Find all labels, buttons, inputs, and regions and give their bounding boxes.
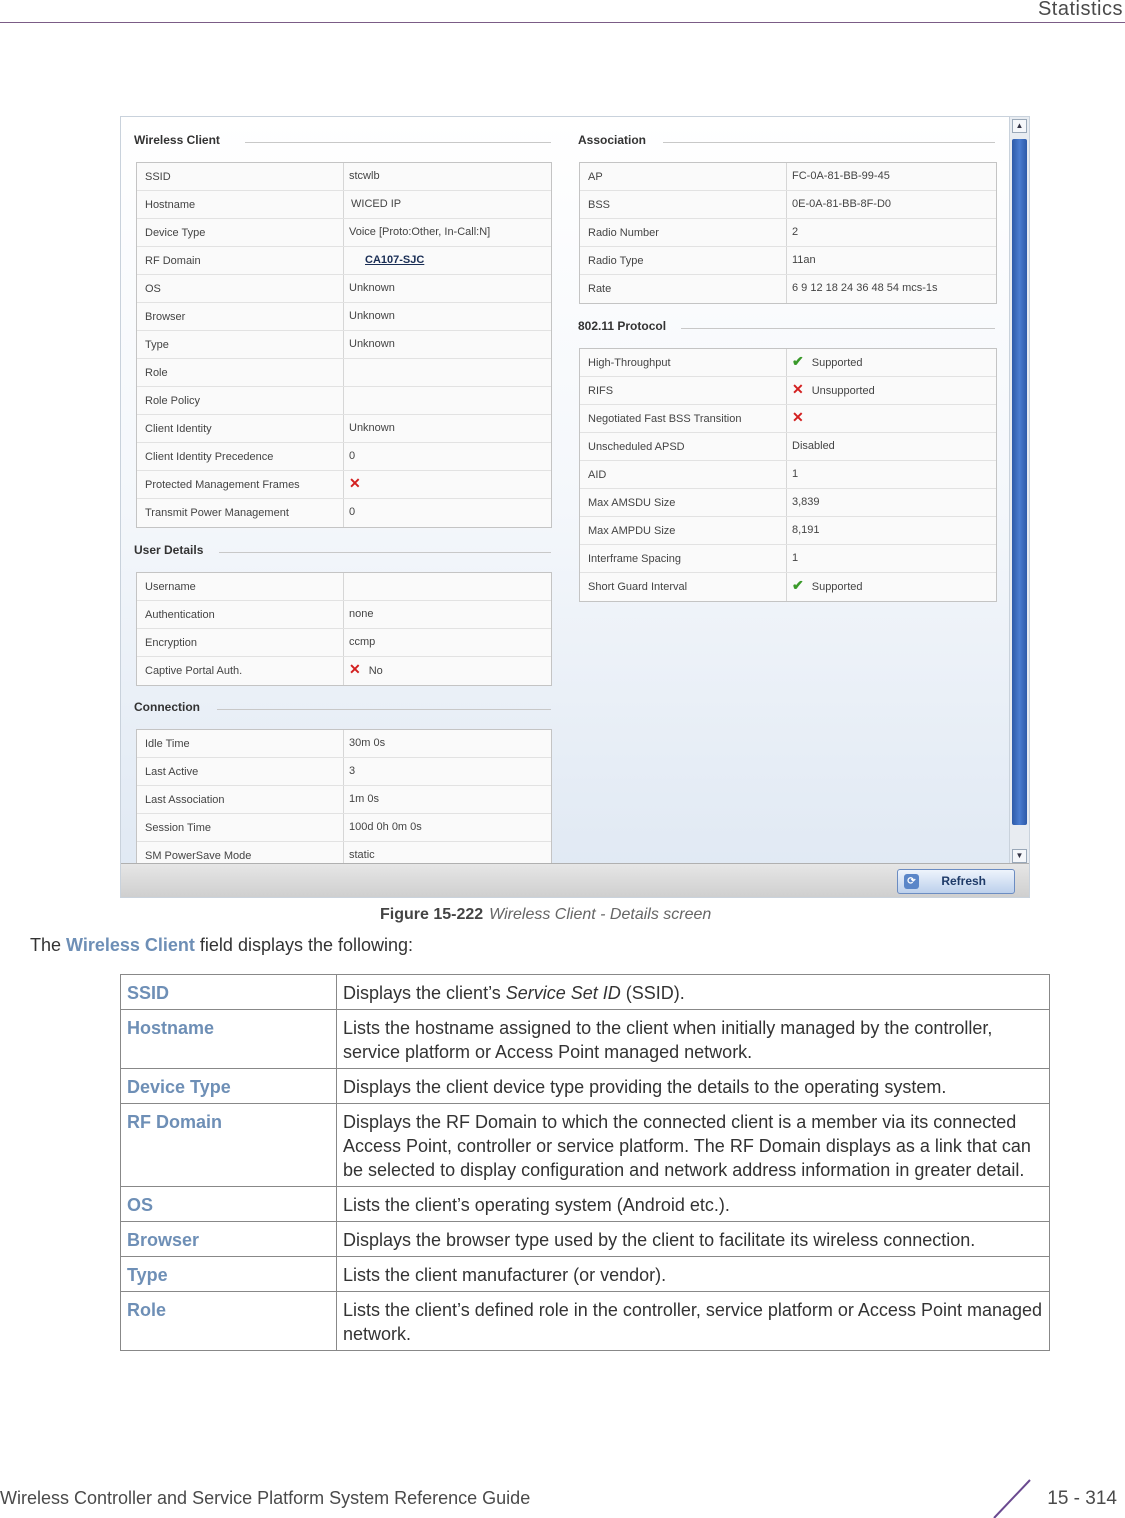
association-panel — [579, 162, 997, 304]
table-row — [580, 433, 996, 461]
wireless-client-title: Wireless Client — [134, 133, 220, 147]
cross-icon: ✕ — [349, 475, 361, 491]
table-row — [137, 443, 551, 471]
intro-text: The — [30, 935, 67, 955]
table-row — [121, 1257, 1050, 1292]
row-key: Authentication — [145, 609, 215, 621]
table-row — [121, 1104, 1050, 1187]
row-key: Radio Type — [588, 255, 644, 267]
table-row — [580, 461, 996, 489]
row-value: 1 — [792, 552, 799, 564]
row-key: RF Domain — [145, 255, 201, 267]
section-rule — [663, 142, 995, 143]
table-row — [137, 163, 551, 191]
table-row — [137, 359, 551, 387]
row-value: 3,839 — [792, 496, 820, 508]
table-row — [137, 415, 551, 443]
details-screenshot — [120, 116, 1030, 898]
field-description: Lists the client’s defined role in the controller, service platform or Access Point managed network. — [337, 1292, 1050, 1351]
cross-icon: ✕ — [792, 409, 804, 425]
refresh-button[interactable] — [897, 869, 1015, 894]
table-row — [137, 499, 551, 527]
row-value: FC-0A-81-BB-99-45 — [792, 170, 890, 182]
rf-domain-link[interactable]: CA107-SJC — [365, 254, 425, 266]
row-key: Role Policy — [145, 395, 201, 407]
page-header-title: Statistics — [1037, 0, 1123, 20]
table-row — [580, 489, 996, 517]
row-value: 8,191 — [792, 524, 820, 536]
row-key: Role — [145, 367, 168, 379]
table-row — [580, 405, 996, 433]
table-row — [137, 331, 551, 359]
table-row — [580, 349, 996, 377]
row-value — [792, 577, 863, 594]
intro-paragraph — [30, 935, 413, 956]
desc-text: Displays the client’s — [343, 983, 506, 1003]
figure-caption — [380, 906, 711, 924]
row-value: Unknown — [349, 422, 395, 434]
table-row — [137, 303, 551, 331]
field-term: Role — [121, 1292, 337, 1351]
table-row — [137, 730, 551, 758]
row-key: Hostname — [145, 199, 196, 211]
row-value: Unknown — [349, 310, 395, 322]
row-value — [792, 409, 812, 426]
row-key: Protected Management Frames — [145, 479, 300, 491]
desc-emphasis: Service Set ID — [505, 983, 621, 1003]
scrollbar-thumb[interactable] — [1012, 139, 1027, 825]
cross-icon: ✕ — [349, 661, 361, 677]
field-description: Lists the client’s operating system (Android etc.). — [337, 1187, 1050, 1222]
scroll-down-arrow-icon[interactable]: ▼ — [1012, 849, 1027, 863]
row-value: WICED IP — [351, 198, 402, 210]
row-value: 11an — [792, 254, 816, 266]
user-details-panel — [136, 572, 552, 686]
checkmark-icon: ✔ — [792, 577, 804, 593]
row-key: Client Identity — [145, 423, 212, 435]
table-row — [580, 573, 996, 601]
row-value: 0 — [349, 450, 356, 462]
field-term: OS — [121, 1187, 337, 1222]
table-row — [121, 1187, 1050, 1222]
row-key: Last Active — [145, 766, 199, 778]
row-key: Last Association — [145, 794, 225, 806]
field-description: Lists the hostname assigned to the client when initially managed by the controller, service platform or Access Point managed network. — [337, 1010, 1050, 1069]
table-row — [137, 387, 551, 415]
refresh-icon: ⟳ — [904, 874, 919, 889]
row-key: Session Time — [145, 822, 212, 834]
row-value: Disabled — [792, 440, 835, 452]
user-details-title: User Details — [134, 543, 204, 557]
figure-number: Figure 15-222 — [380, 906, 484, 923]
section-rule — [219, 552, 551, 553]
section-rule — [217, 709, 551, 710]
status-text: Supported — [811, 357, 863, 369]
table-row — [121, 975, 1050, 1010]
table-row — [580, 191, 996, 219]
row-key: High-Throughput — [588, 357, 671, 369]
row-key: Rate — [588, 283, 612, 295]
row-value — [349, 661, 383, 678]
table-row — [580, 247, 996, 275]
row-key: Max AMPDU Size — [588, 525, 676, 537]
table-row — [137, 758, 551, 786]
status-text: Unsupported — [811, 385, 875, 397]
row-key: SSID — [145, 171, 171, 183]
field-term: Device Type — [121, 1069, 337, 1104]
association-title: Association — [578, 133, 647, 147]
table-row — [580, 545, 996, 573]
scroll-up-arrow-icon[interactable]: ▲ — [1012, 119, 1027, 133]
row-value: 1 — [792, 468, 799, 480]
field-description — [337, 975, 1050, 1010]
row-key: Max AMSDU Size — [588, 497, 676, 509]
row-key: RIFS — [588, 385, 614, 397]
row-key: Device Type — [145, 227, 206, 239]
row-value: 0E-0A-81-BB-8F-D0 — [792, 198, 892, 210]
row-value: 1m 0s — [349, 793, 379, 805]
intro-term: Wireless Client — [66, 935, 195, 955]
header-rule — [0, 22, 1125, 23]
field-description: Displays the browser type used by the client to facilitate its wireless connection. — [337, 1222, 1050, 1257]
field-term: RF Domain — [121, 1104, 337, 1187]
refresh-label: Refresh — [941, 874, 986, 888]
table-row — [137, 657, 551, 685]
field-description: Displays the RF Domain to which the connected client is a member via its connected Access Point, controller or service platform. The RF Domain displays as a link that can be selected to display configuration and network address information in greater detail. — [337, 1104, 1050, 1187]
row-key: AID — [588, 469, 607, 481]
row-key: Browser — [145, 311, 186, 323]
field-term: Browser — [121, 1222, 337, 1257]
row-value: none — [349, 608, 374, 620]
row-key: Encryption — [145, 637, 197, 649]
table-row — [137, 786, 551, 814]
row-key: AP — [588, 171, 603, 183]
row-value: 3 — [349, 765, 356, 777]
screen-footer — [121, 863, 1030, 897]
table-row — [580, 219, 996, 247]
table-row — [137, 247, 551, 275]
field-description-table — [120, 974, 1050, 1351]
row-key: Transmit Power Management — [145, 507, 289, 519]
table-row — [137, 629, 551, 657]
table-row — [137, 573, 551, 601]
captive-portal-value: No — [368, 665, 383, 677]
wireless-client-panel — [136, 162, 552, 528]
row-key: Unscheduled APSD — [588, 441, 685, 453]
row-key: Client Identity Precedence — [145, 451, 274, 463]
table-row — [121, 1222, 1050, 1257]
table-row — [580, 377, 996, 405]
intro-text: field displays the following: — [194, 935, 414, 955]
row-value: Unknown — [349, 338, 395, 350]
row-key: Type — [145, 339, 169, 351]
table-row — [137, 814, 551, 842]
protocol-panel — [579, 348, 997, 602]
field-term: Type — [121, 1257, 337, 1292]
row-value: 100d 0h 0m 0s — [349, 821, 422, 833]
row-value: Voice [Proto:Other, In-Call:N] — [349, 226, 491, 238]
table-row — [121, 1010, 1050, 1069]
field-description: Lists the client manufacturer (or vendor). — [337, 1257, 1050, 1292]
checkmark-icon: ✔ — [792, 353, 804, 369]
page-number: 15 - 314 — [1047, 1488, 1117, 1509]
table-row — [137, 219, 551, 247]
row-value — [792, 353, 863, 370]
row-key: Short Guard Interval — [588, 581, 688, 593]
table-row — [137, 471, 551, 499]
row-key: Negotiated Fast BSS Transition — [588, 413, 742, 425]
table-row — [580, 517, 996, 545]
table-row — [121, 1069, 1050, 1104]
row-value: 2 — [792, 226, 799, 238]
desc-text: (SSID). — [620, 983, 685, 1003]
connection-panel — [136, 729, 552, 871]
connection-title: Connection — [134, 700, 200, 714]
section-rule — [681, 328, 995, 329]
row-value: 30m 0s — [349, 737, 386, 749]
row-value — [349, 475, 369, 492]
field-term: SSID — [121, 975, 337, 1010]
figure-title: Wireless Client - Details screen — [489, 906, 712, 923]
table-row — [137, 275, 551, 303]
row-key: Idle Time — [145, 738, 190, 750]
row-key: Radio Number — [588, 227, 659, 239]
row-value: ccmp — [349, 636, 376, 648]
cross-icon: ✕ — [792, 381, 804, 397]
table-row — [121, 1292, 1050, 1351]
table-row — [137, 191, 551, 219]
table-row — [137, 601, 551, 629]
field-description: Displays the client device type providing the details to the operating system. — [337, 1069, 1050, 1104]
row-key: OS — [145, 283, 161, 295]
table-row — [580, 275, 996, 303]
status-text: Supported — [811, 581, 863, 593]
row-value: 6 9 12 18 24 36 48 54 mcs-1s — [792, 282, 938, 294]
row-value: 0 — [349, 506, 356, 518]
page-divider-slash-icon — [990, 1476, 1034, 1518]
row-key: Username — [145, 581, 196, 593]
row-value: Unknown — [349, 282, 395, 294]
protocol-title: 802.11 Protocol — [578, 319, 667, 333]
row-key: Captive Portal Auth. — [145, 665, 243, 677]
vertical-scrollbar[interactable] — [1009, 117, 1029, 865]
row-value: stcwlb — [349, 170, 380, 182]
table-row — [580, 163, 996, 191]
section-rule — [245, 142, 551, 143]
field-term: Hostname — [121, 1010, 337, 1069]
guide-title: Wireless Controller and Service Platform System Reference Guide — [0, 1488, 531, 1508]
row-value — [792, 381, 875, 398]
row-key: SM PowerSave Mode — [145, 850, 252, 862]
row-value: static — [349, 849, 375, 861]
row-key: BSS — [588, 199, 611, 211]
row-key: Interframe Spacing — [588, 553, 681, 565]
